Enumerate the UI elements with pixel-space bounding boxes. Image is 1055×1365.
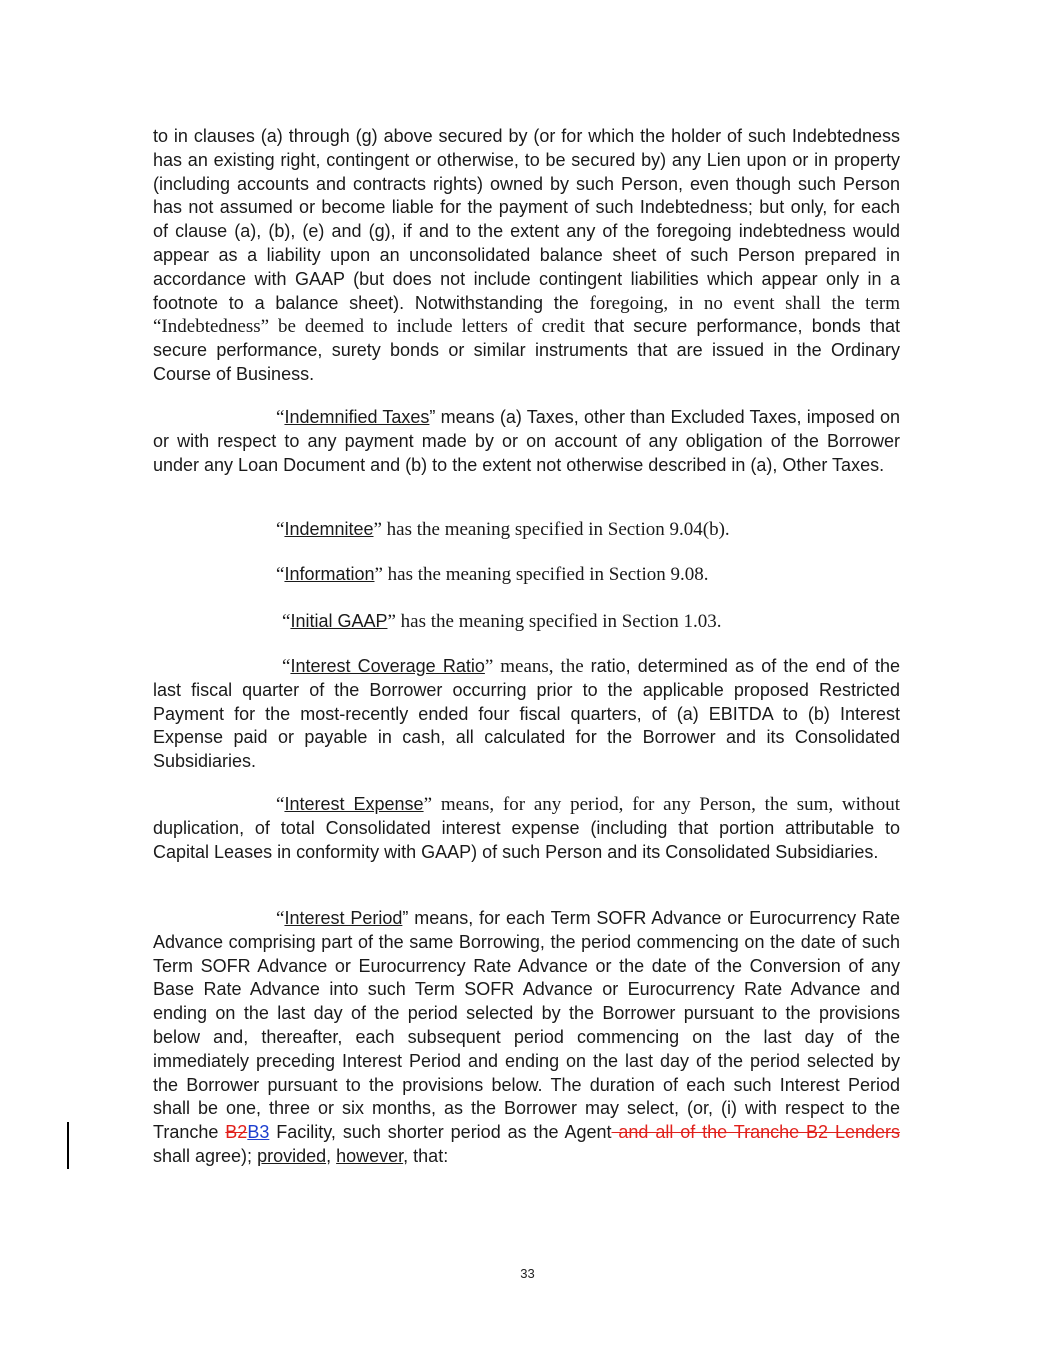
definition-indemnitee — [276, 519, 730, 541]
defined-term: Information — [284, 564, 375, 584]
revision-change-bar — [67, 1122, 69, 1169]
open-quote: “ — [276, 564, 285, 585]
open-quote: “ — [276, 407, 285, 428]
definition-text: ” has the meaning specified in Section 9.08. — [374, 564, 709, 585]
definition-interest-expense — [153, 793, 900, 864]
definition-text: ” means (a) Taxes, other than Excluded Taxes, imposed on or with respect to any payment made by or on account of any obligation of the Borrower under any Loan Document and (b) to the extent not otherwise described in (a), Other Taxes. — [153, 407, 900, 475]
definition-text-serif: ” means, the — [484, 656, 591, 677]
definition-text: ” has the meaning specified in Section 1.03. — [387, 611, 722, 632]
paragraph-text: that secure performance, bonds that secure performance, surety bonds or similar instruments that are issued in the Ordinary Course of Business. — [153, 316, 900, 384]
definition-information — [276, 564, 708, 586]
indebtedness-continuation-paragraph — [153, 125, 900, 387]
defined-term: Indemnitee — [284, 519, 374, 539]
definition-text: Facility, such shorter period as the Agent — [269, 1122, 612, 1143]
defined-term: Initial GAAP — [290, 611, 388, 631]
open-quote: “ — [282, 656, 291, 677]
open-quote: “ — [282, 611, 291, 632]
open-quote: “ — [276, 794, 285, 815]
definition-text: ratio, determined as of the end of the last fiscal quarter of the Borrower occurring prior to the applicable proposed Restricted Payment for the most-recently ended four fiscal quarters, of (a) EBITDA to (b) Interest Expense paid or payable in cash, all calculated for the Borrower and its Consolidated Subsidiaries. — [153, 656, 901, 772]
inserted-text: B3 — [247, 1122, 270, 1143]
deleted-text: and all of the Tranche B2 Lenders — [611, 1122, 901, 1143]
however-term: however — [336, 1145, 404, 1166]
deleted-text: B2 — [225, 1122, 248, 1143]
definition-text: duplication, of total Consolidated interest expense (including that portion attributable to Capital Leases in conformity with GAAP) of such Person and its Consolidated Subsidiaries. — [153, 817, 900, 862]
definition-interest-period — [153, 907, 900, 1169]
definition-interest-coverage-ratio — [153, 655, 900, 774]
defined-term: Indemnified Taxes — [284, 407, 430, 427]
paragraph-text: to in clauses (a) through (g) above secured by (or for which the holder of such Indebtedness has an existing right, contingent or otherwise, to be secured by) any Lien upon or in property (including accounts and contracts rights) owned by such Person, even though such Person has not assumed or become liable for the payment of such Indebtedness; but only, for each of clause (a), (b), (e) and (g), if and to the extent any of the foregoing indebtedness would appear as a liability upon an unconsolidated balance sheet of such Person prepared in accordance with GAAP (but does not include contingent liabilities which appear only in a footnote to a balance sheet). Notwithstanding the — [153, 126, 900, 313]
definition-text: , — [326, 1145, 337, 1166]
definition-text: ” means, for each Term SOFR Advance or Eurocurrency Rate Advance comprising part of the same Borrowing, the period commencing on the date of such Term SOFR Advance or Eurocurrency Rate Advance or the date of the Conversion of any Base Rate Advance into such Term SOFR Advance or Eurocurrency Rate Advance and ending on the last day of the period selected by the Borrower pursuant to the provisions below and, thereafter, each subsequent period commencing on the last day of the immediately preceding Interest Period and ending on the last day of the period selected by the Borrower pursuant to the provisions below. The duration of each such Interest Period shall be one, three or six months, as the Borrower may select, (or, (i) with respect to the Tranche — [153, 908, 901, 1143]
defined-term: Interest Period — [284, 908, 403, 928]
open-quote: “ — [276, 908, 285, 929]
defined-term: Interest Coverage Ratio — [290, 656, 485, 676]
paragraph-text-serif: foregoing, in no event shall the term “Indebtedness” be deemed to include letters of credit — [153, 292, 900, 338]
page-number: 33 — [520, 1266, 535, 1281]
definition-initial-gaap — [282, 611, 721, 633]
definition-text: shall agree); — [153, 1145, 258, 1166]
defined-term: Interest Expense — [284, 794, 424, 814]
open-quote: “ — [276, 519, 285, 540]
definition-text: , that: — [403, 1145, 449, 1166]
definition-text: ” has the meaning specified in Section 9.04(b). — [373, 519, 730, 540]
definition-indemnified-taxes — [153, 406, 900, 477]
definition-text-serif: ” means, for any period, for any Person, the sum, without — [423, 794, 900, 815]
provided-term: provided — [257, 1145, 327, 1166]
